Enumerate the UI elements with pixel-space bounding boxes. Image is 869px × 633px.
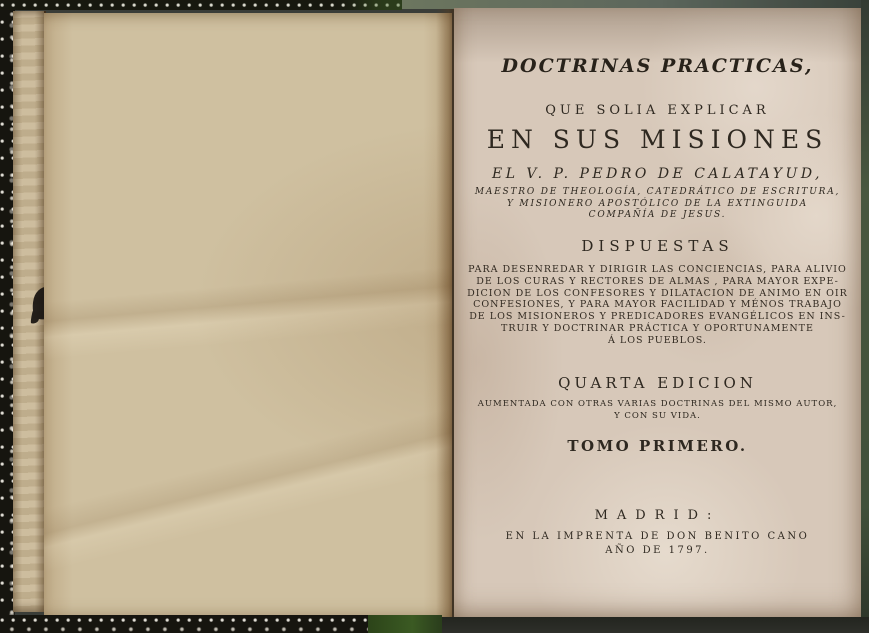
edition-statement: QUARTA EDICION — [558, 374, 757, 392]
purpose-line: PARA DESENREDAR Y DIRIGIR LAS CONCIENCIAS, PARA ALIVIO — [468, 264, 847, 275]
edition-note-line: Y CON SU VIDA. — [614, 410, 701, 421]
top-cover-marbled-edge — [0, 0, 402, 10]
imprint-city: MADRID: — [594, 508, 721, 523]
author-name: EL V. P. PEDRO DE CALATAYUD, — [491, 166, 824, 182]
purpose-line: DICION DE LOS CONFESORES Y DILATACION DE ANIMO EN OIR — [467, 287, 848, 299]
purpose-paragraph — [454, 264, 861, 347]
bottom-cover-marbled-edge — [0, 615, 368, 633]
purpose-line: TRUIR Y DOCTRINAR PRÁCTICA Y OPORTUNAMENTE — [501, 322, 814, 334]
purpose-line: Á LOS PUEBLOS. — [608, 334, 707, 346]
imprint-printer: EN LA IMPRENTA DE DON BENITO CANO — [505, 531, 810, 542]
left-blank-page — [44, 13, 452, 620]
half-title-line: QUE SOLIA EXPLICAR — [545, 103, 770, 118]
author-title-line: COMPAÑÍA DE JESUS. — [588, 210, 727, 220]
edition-note-line: AUMENTADA CON OTRAS VARIAS DOCTRINAS DEL MISMO AUTOR, — [477, 399, 838, 409]
purpose-line: DE LOS CURAS Y RECTORES DE ALMAS , PARA MAYOR EXPE- — [476, 275, 839, 287]
right-cover-edge — [861, 0, 869, 633]
bottom-spine-green-edge — [368, 615, 442, 633]
purpose-line: CONFESIONES, Y PARA MAYOR FACILIDAD Y MÉNOS TRABAJO — [473, 299, 842, 311]
section-heading: DISPUESTAS — [581, 237, 734, 255]
volume-statement: TOMO PRIMERO. — [567, 437, 748, 455]
author-titles-block — [454, 187, 861, 222]
imprint-year: AÑO DE 1797. — [605, 545, 710, 556]
main-title: DOCTRINAS PRACTICAS, — [501, 55, 814, 77]
title-page — [454, 8, 861, 619]
bottom-board-shadow — [442, 617, 869, 633]
author-title-line: Y MISIONERO APOSTÓLICO DE LA EXTINGUIDA — [507, 198, 808, 209]
purpose-line: DE LOS MISIONEROS Y PREDICADORES EVANGÉLICOS EN INS- — [469, 311, 846, 323]
series-title-line: EN SUS MISIONES — [486, 125, 829, 154]
author-title-line: MAESTRO DE THEOLOGÍA, CATEDRÁTICO DE ESCRITURA, — [474, 187, 841, 197]
edition-note-block — [454, 399, 861, 422]
